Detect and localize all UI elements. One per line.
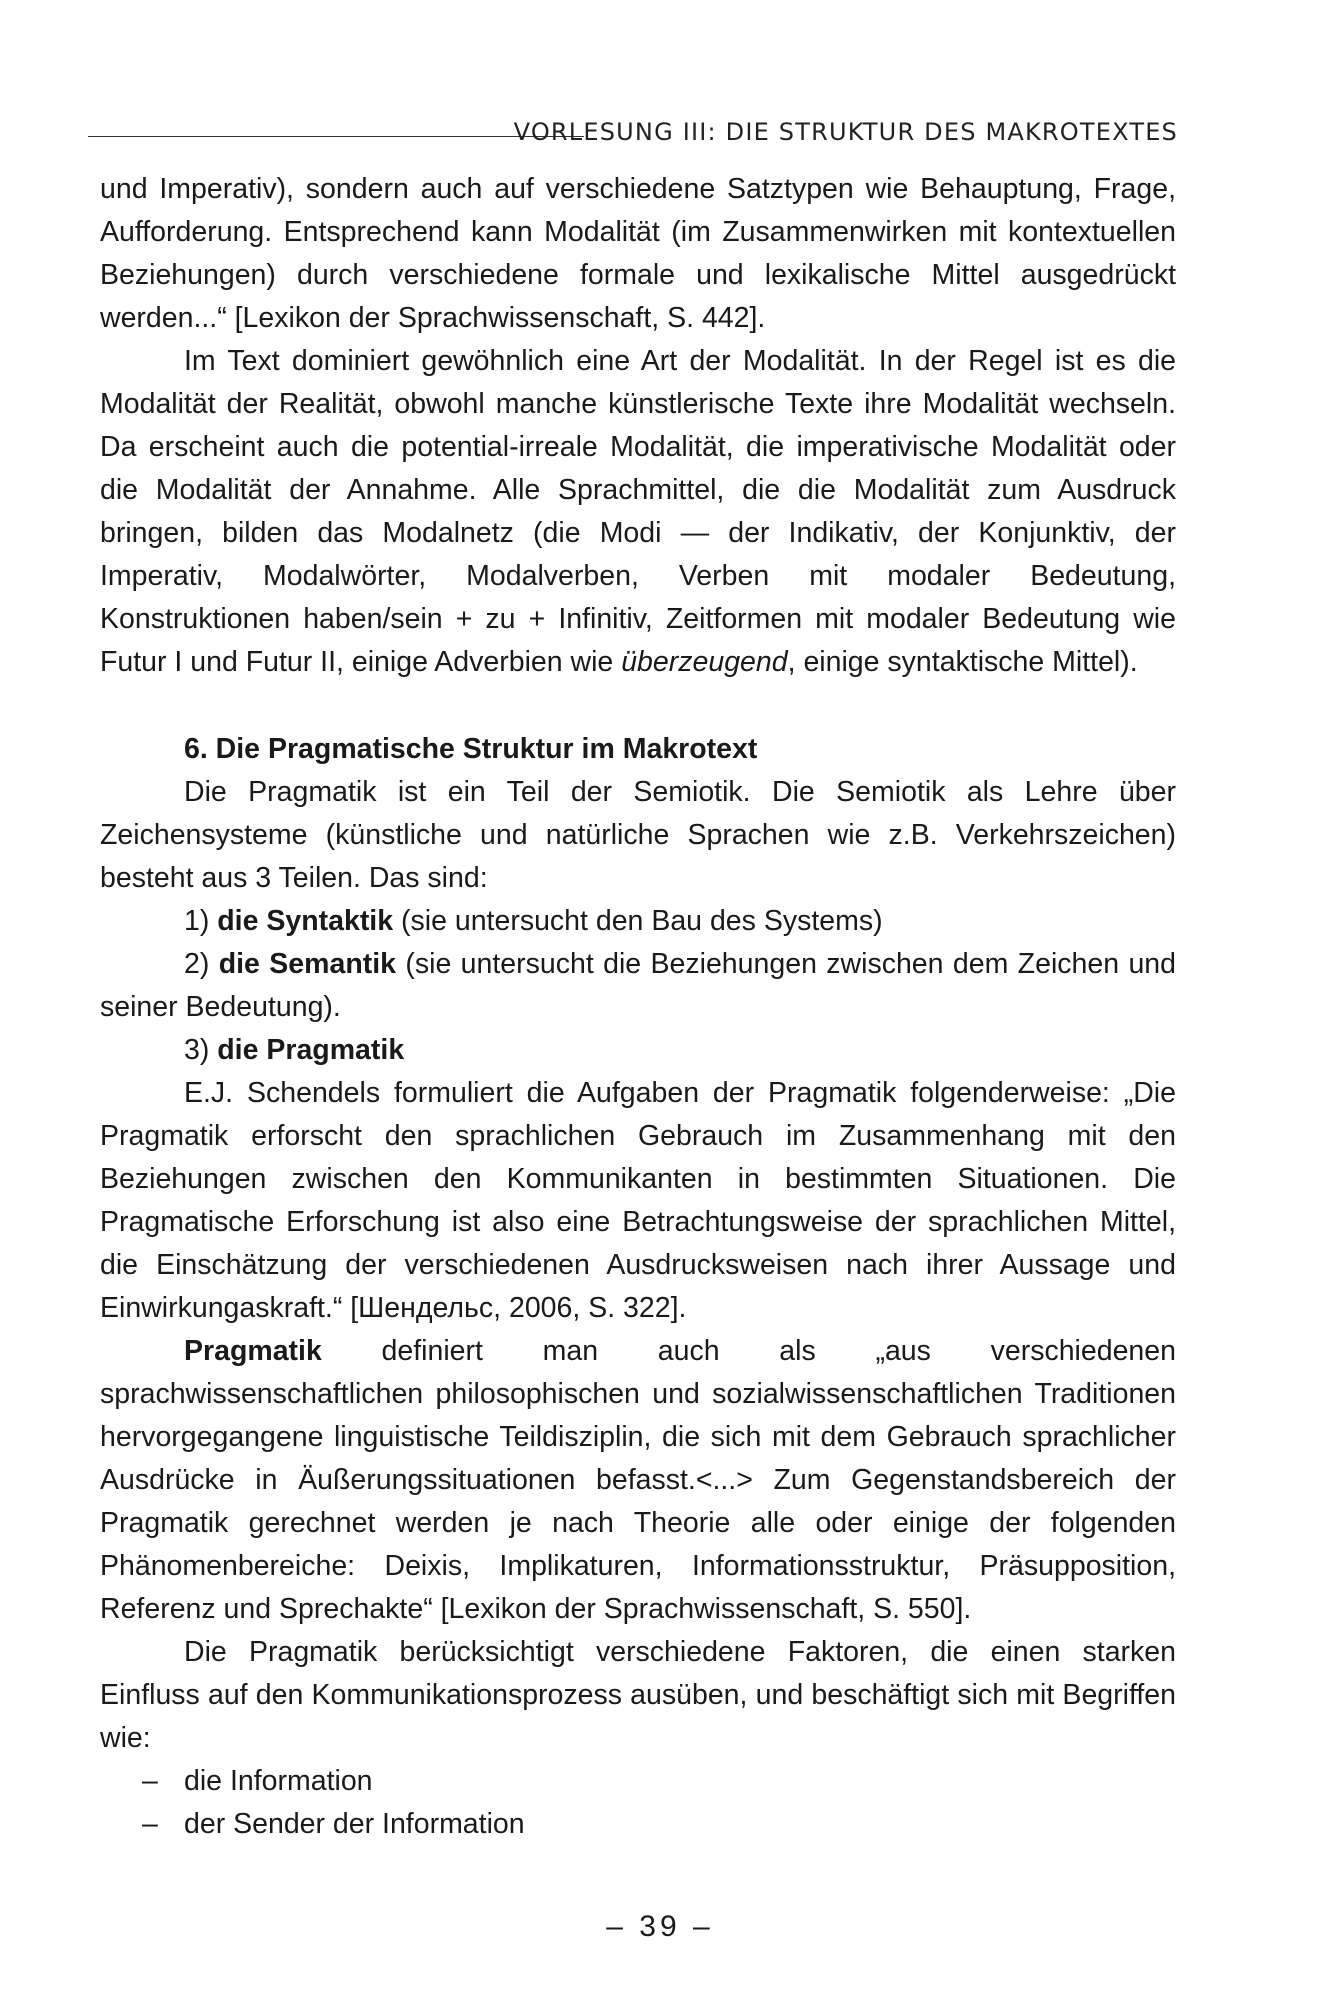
- dash-list-item-text: der Sender der Information: [184, 1808, 525, 1840]
- dash-bullet: –: [142, 1765, 158, 1797]
- numbered-item-1: [100, 900, 1176, 943]
- item-1-number: 1): [184, 905, 210, 937]
- paragraph-2: [100, 340, 1176, 684]
- dash-list-item-text: die Information: [184, 1765, 373, 1797]
- paragraph-3: Die Pragmatik ist ein Teil der Semiotik. Die Semiotik als Lehre über Zeichensysteme (künstliche und natürliche Sprachen wie z.B. Verkehrszeichen) besteht aus 3 Teilen. Das sind:: [100, 776, 1176, 894]
- header-rule: [88, 136, 584, 137]
- paragraph-5-text: definiert man auch als „aus verschiedenen sprachwissenschaftlichen philosophischen und sozialwissenschaftlichen Traditionen hervorgegangene linguistische Teildisziplin, die sich mit dem Gebrauch sprachlicher Ausdrücke in Äußerungssituationen befasst.<...> Zum Gegenstandsbereich der Pragmatik gerechnet werden je nach Theorie alle oder einige der folgenden Phänomenbereiche: Deixis, Implikaturen, Informationsstruktur, Präsupposition, Referenz und Sprechakte“ [Lexikon der Sprachwissenschaft, S. 550].: [100, 1335, 1176, 1625]
- item-2-text: (sie untersucht die Beziehungen zwischen dem Zeichen und seiner Bedeutung).: [100, 948, 1176, 1023]
- item-1-term: die Syntaktik: [217, 905, 394, 937]
- item-3-number: 3): [184, 1034, 210, 1066]
- paragraph-5: [100, 1330, 1176, 1631]
- item-2-term: die Semantik: [218, 948, 396, 980]
- numbered-item-2: [100, 943, 1176, 1029]
- header-title: VORLESUNG III: DIE STRUKTUR DES MAKROTEXTES: [513, 118, 1178, 146]
- paragraph-5-term: Pragmatik: [184, 1335, 322, 1367]
- running-header: [88, 118, 1178, 158]
- dash-list: [100, 1760, 1176, 1846]
- item-2-number: 2): [184, 948, 210, 980]
- dash-bullet: –: [142, 1808, 158, 1840]
- paragraph-2-text-b: , einige syntaktische Mittel).: [787, 646, 1138, 678]
- item-3-term: die Pragmatik: [217, 1034, 405, 1066]
- paragraph-1: und Imperativ), sondern auch auf verschiedene Satztypen wie Behauptung, Frage, Aufforderung. Entsprechend kann Modalität (im Zusammenwirken mit kontextuellen Beziehungen) durch verschiedene formale und lexikalische Mittel ausgedrückt werden...“ [Lexikon der Sprachwissenschaft, S. 442].: [100, 173, 1176, 334]
- item-1-text: (sie untersucht den Bau des Systems): [393, 905, 883, 937]
- paragraph-6: Die Pragmatik berücksichtigt verschiedene Faktoren, die einen starken Einfluss auf den Kommunikationsprozess ausüben, und beschäftigt sich mit Begriffen wie:: [100, 1636, 1176, 1754]
- paragraph-4: E.J. Schendels formuliert die Aufgaben der Pragmatik folgenderweise: „Die Pragmatik erforscht den sprachlichen Gebrauch im Zusammenhang mit den Beziehungen zwischen den Kommunikanten in bestimmten Situationen. Die Pragmatische Erforschung ist also eine Betrachtungsweise der sprachlichen Mittel, die Einschätzung der verschiedenen Ausdrucksweisen nach ihrer Aussage und Einwirkungaskraft.“ [Шендельс, 2006, S. 322].: [100, 1077, 1176, 1324]
- page-number: – 39 –: [606, 1910, 714, 1943]
- section-heading: 6. Die Pragmatische Struktur im Makrotext: [184, 733, 758, 765]
- page-body: [100, 168, 1176, 1846]
- numbered-item-3: [100, 1029, 1176, 1072]
- dash-list-item: [100, 1803, 1176, 1846]
- paragraph-2-text-a: Im Text dominiert gewöhnlich eine Art der Modalität. In der Regel ist es die Modalität der Realität, obwohl manche künstlerische Texte ihre Modalität wechseln. Da erscheint auch die potential-irreale Modalität, die imperativische Modalität oder die Modalität der Annahme. Alle Sprachmittel, die die Modalität zum Ausdruck bringen, bilden das Modalnetz (die Modi — der Indikativ, der Konjunktiv, der Imperativ, Modalwörter, Modalverben, Verben mit modaler Bedeutung, Konstruktionen haben/sein + zu + Infinitiv, Zeitformen mit modaler Bedeutung wie Futur I und Futur II, einige Adverbien wie: [100, 345, 1176, 678]
- paragraph-2-italic: überzeugend: [621, 646, 788, 678]
- dash-list-item: [100, 1760, 1176, 1803]
